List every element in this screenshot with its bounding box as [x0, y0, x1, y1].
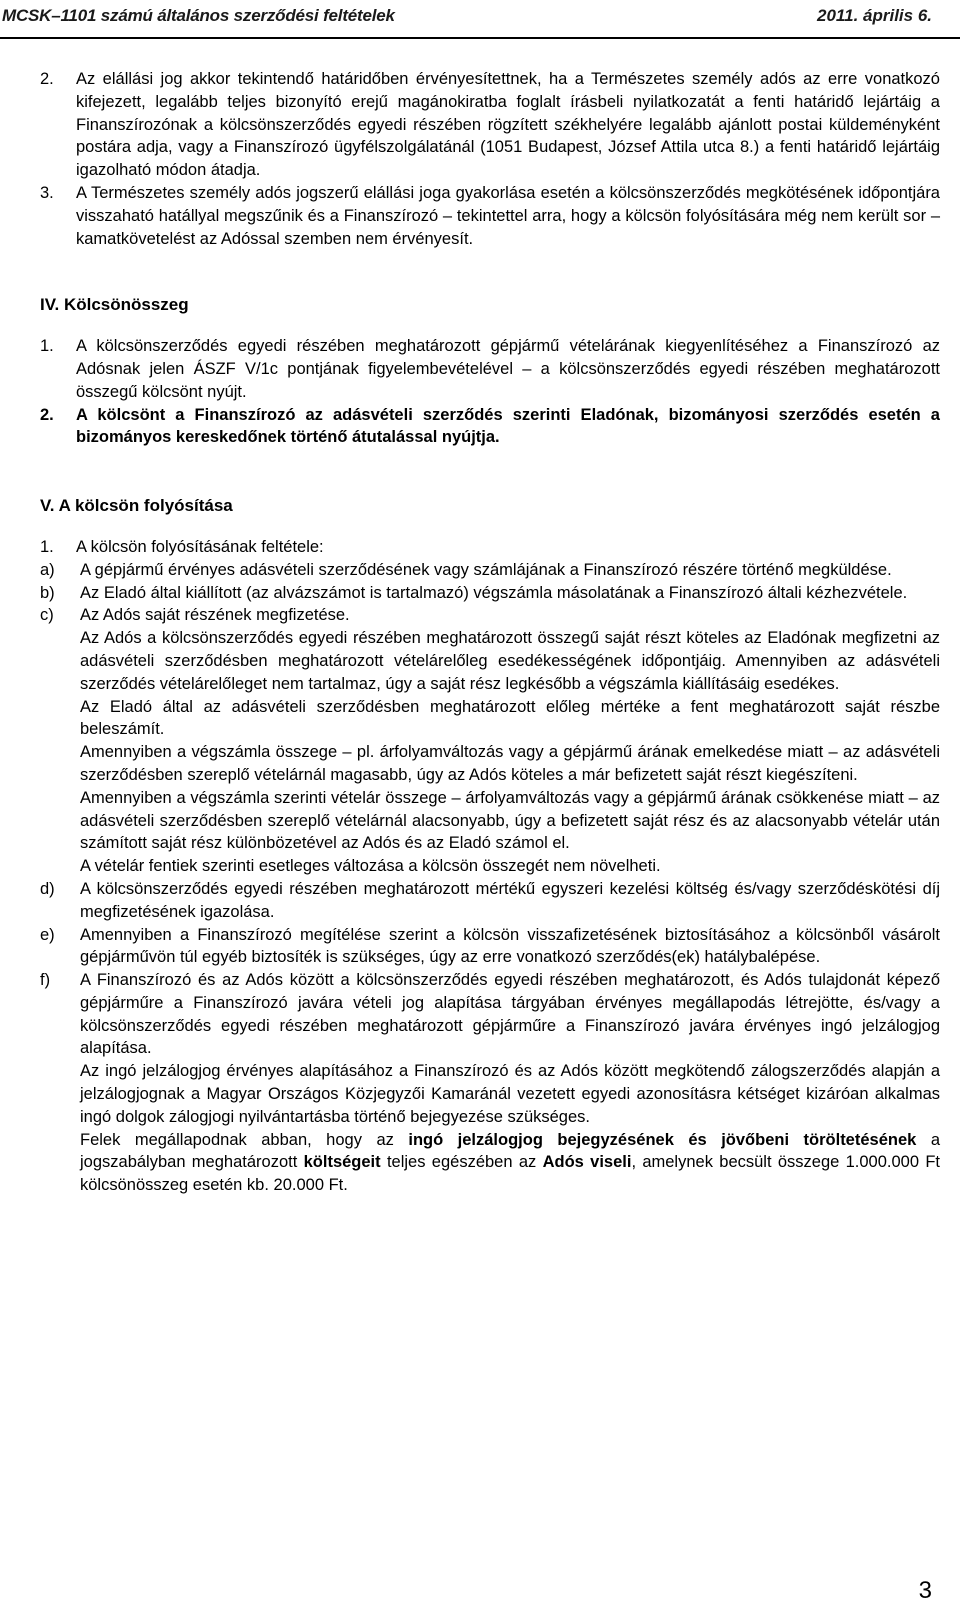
clause-text: Az elállási jog akkor tekintendő határidőben érvényesítettnek, ha a Természetes személy adós az erre vonatkozó kifejezett, legalább teljes bizonyító erejű magánokiratba foglalt írásbeli nyilatkozatát a fenti határidő lejártáig a Finanszírozónak a kölcsönszerződés egyedi részében rögzített székhelyére legalább ajánlott postai küldeményként postára adja, vagy a Finanszírozó ügyfélszolgálatánál (1051 Budapest, József Attila utca 8.) a fenti határidő lejártáig igazolható módon átadja.: [76, 70, 940, 180]
clause-number: 1.: [40, 337, 54, 356]
clause-number: 1.: [40, 537, 54, 556]
clause-text: A kölcsönszerződés egyedi részében meghatározott gépjármű vételárának kiegyenlítéséhez a Finanszírozó az Adósnak jelen ÁSZF V/1c pontjának figyelembevételével – a kölcsönszerződés egyedi részében meghatározott összegű kölcsönt nyújt.: [76, 337, 940, 401]
document-title: MCSK–1101 számú általános szerződési feltételek: [2, 6, 395, 25]
condition-paragraph: Az Eladó által az adásvételi szerződésben meghatározott előleg mértéke a fent meghatározott saját részbe beleszámít.: [80, 697, 940, 739]
costs-text: , amelynek becsült összege 1.000.000 Ft kölcsönösszeg esetén kb. 20.000 Ft.: [80, 1153, 941, 1195]
condition-paragraph: Az ingó jelzálogjog érvényes alapításához a Finanszírozó és az Adós között megkötendő zálogszerződés alapján a jelzálogjognak a Magyar Országos Közjegyzői Kamaránál vezetett egyedi azonosításra kétséget kizáróan alkalmas ingó dolgok zálogjogi nyilvántartásba történő bejegyezése szükséges.: [80, 1062, 940, 1126]
clause-text: A Természetes személy adós jogszerű elállási joga gyakorlása esetén a kölcsönszerződés megkötésének időpontjára visszaható hatállyal megszűnik és a Finanszírozó – tekintettel arra, hogy a kölcsön folyósítására még nem került sor – kamatkövetelést az Adóssal szemben nem érvényesít.: [76, 183, 940, 248]
condition-text: A kölcsönszerződés egyedi részében meghatározott mértékű egyszeri kezelési költség és/vagy szerződéskötési díj megfizetésének igazolása.: [80, 879, 940, 921]
condition-paragraph: A vételár fentiek szerinti esetleges változása a kölcsön összegét nem növelheti.: [80, 857, 661, 876]
condition-item-a: [40, 559, 940, 582]
condition-item-d: [40, 878, 940, 924]
condition-label: b): [40, 583, 55, 602]
condition-label: d): [40, 879, 55, 898]
costs-bold-text: Adós viseli: [542, 1153, 632, 1172]
clause-item: [40, 182, 940, 250]
condition-text: A gépjármű érvényes adásvételi szerződésének vagy számlájának a Finanszírozó részére történő megküldése.: [80, 560, 892, 579]
section-heading-iv: IV. Kölcsönösszeg: [40, 295, 189, 315]
clause-item: [40, 536, 940, 559]
clause-number: 3.: [40, 183, 54, 202]
condition-item-b: [40, 582, 940, 605]
costs-text: Felek megállapodnak abban, hogy az: [80, 1130, 409, 1149]
condition-paragraph: Amennyiben a végszámla összege – pl. árfolyamváltozás vagy a gépjármű árának emelkedése miatt – az adásvételi szerződésben szereplő vételárnál magasabb, úgy az Adós köteles a már befizetett saját részt kiegészíteni.: [80, 743, 940, 784]
condition-item-e: [40, 924, 940, 970]
condition-item-c: [40, 604, 940, 627]
clause-item: [40, 335, 940, 403]
condition-text: Amennyiben a Finanszírozó megítélése szerint a kölcsön visszafizetésének biztosításához a kölcsönből vásárolt gépjárművön túl egyéb biztosíték is szükséges, úgy az erre vonatkozó szerződés(ek) hatálybalépése.: [80, 925, 940, 967]
costs-text: a jogszabályban meghatározott: [80, 1130, 940, 1172]
condition-paragraph: Amennyiben a végszámla szerinti vételár összege – árfolyamváltozás vagy a gépjármű árának csökkenése miatt – az adásvételi szerződésben szereplő vételárnál alacsonyabb, úgy a befizetett saját rész és az alacsonyabb vételár után számított saját rész különbözetével az Adós és az Eladó számol el.: [80, 788, 940, 853]
clause-item: [40, 68, 940, 182]
costs-bold-text: költségeit: [303, 1153, 381, 1172]
costs-bold-text: ingó jelzálogjog bejegyzésének és jövőbeni töröltetésének: [408, 1130, 917, 1149]
document-date: 2011. április 6.: [817, 6, 932, 25]
condition-label: a): [40, 560, 55, 579]
condition-item-f: [40, 969, 940, 1060]
clause-item: [40, 404, 940, 450]
condition-label: f): [40, 971, 51, 990]
clause-text: A kölcsön folyósításának feltétele:: [76, 537, 324, 556]
costs-text: teljes egészében az: [380, 1153, 543, 1172]
condition-label: e): [40, 925, 55, 944]
condition-text: Az Eladó által kiállított (az alvázszámot is tartalmazó) végszámla másolatának a Finanszírozó általi kézhezvétele.: [80, 583, 908, 602]
document-body: [40, 68, 940, 1197]
condition-text: Az Adós saját részének megfizetése.: [80, 606, 350, 625]
header-rule: [0, 37, 960, 39]
page-header: [0, 0, 960, 38]
page-number: 3: [918, 1577, 932, 1604]
condition-paragraph-costs: [40, 1129, 940, 1197]
section-heading-v: V. A kölcsön folyósítása: [40, 496, 233, 516]
condition-text: A Finanszírozó és az Adós között a kölcsönszerződés egyedi részében meghatározott, és Adós tulajdonát képező gépjárműre a Finanszírozó javára vételi jog alapítása tárgyában érvényes megállapodás létrejötte, és/vagy a kölcsönszerződés egyedi részében meghatározott gépjárműre a Finanszírozó javára érvényes ingó jelzálogjog alapítása.: [80, 971, 940, 1058]
clause-number: 2.: [40, 70, 54, 88]
clause-number: 2.: [40, 405, 54, 424]
clause-text: A kölcsönt a Finanszírozó az adásvételi szerződés szerinti Eladónak, bizományosi szerződés esetén a bizományos kereskedőnek történő átutalással nyújtja.: [76, 405, 940, 447]
condition-paragraph: Az Adós a kölcsönszerződés egyedi részében meghatározott összegű saját részt köteles az Eladónak megfizetni az adásvételi szerződésben meghatározott vételárelőleg esedékességének időpontjáig. Amennyiben az adásvételi szerződés vételárelőleget nem tartalmaz, úgy a saját rész legkésőbb a végszámla kiállításáig esedékes.: [80, 629, 940, 693]
condition-label: c): [40, 606, 54, 625]
